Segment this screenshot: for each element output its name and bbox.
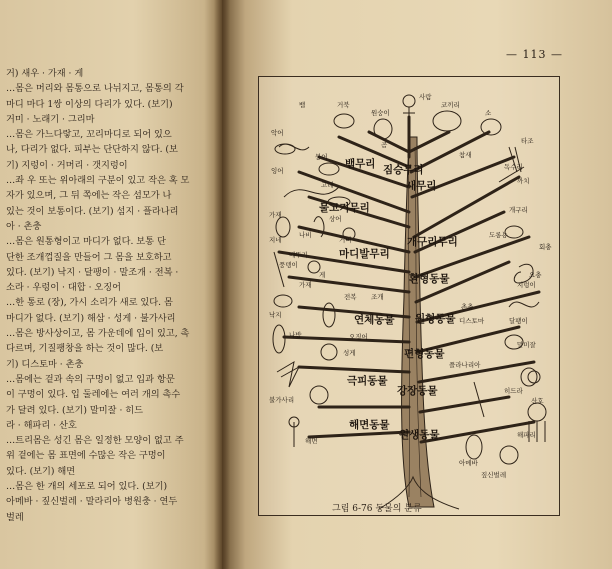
animal-octopus: 낙지 (269, 311, 282, 319)
animal-jellyfish: 해파리 (517, 431, 536, 439)
animal-monkey: 원숭이 (371, 109, 390, 117)
animal-crayfish-1: 가재 (269, 211, 282, 219)
animal-grasshopper: 메뚜기 (289, 251, 308, 259)
animal-human: 사람 (419, 93, 432, 101)
animal-moth: 나방 (289, 331, 302, 339)
text-line: 벌레 (6, 511, 24, 523)
label-amphibians: 개구리무리 (407, 236, 458, 248)
animal-amoeba: 아메바 (459, 459, 478, 467)
text-line: 다르며, 기질팽창을 하는 것이 많다. (보 (6, 343, 164, 355)
text-line: 이 구멍이 있다. 입 둘레에는 여러 개의 촉수 (6, 389, 181, 401)
text-line: 라 · 해파리 · 산호 (6, 419, 77, 431)
animal-sea-urchin: 성게 (343, 349, 356, 357)
animal-centipede: 지네 (269, 236, 282, 244)
label-cnidarians: 강장동물 (397, 385, 438, 397)
text-line: …몸은 머리와 몸통으로 나뉘지고, 몸통의 각 (6, 83, 184, 95)
label-birds: 새무리 (406, 180, 437, 192)
label-mammals: 짐승무리 (383, 164, 424, 176)
text-line: 마디가 없다. (보기) 해삼 · 성게 · 불가사리 (6, 312, 176, 324)
animal-pinworm: 요충 (529, 271, 542, 279)
animal-tapeworm: 촌충 (461, 303, 474, 311)
animal-carp: 잉어 (271, 167, 284, 175)
animal-snail: 달팽이 (509, 317, 528, 325)
classification-tree (259, 77, 559, 515)
label-flatworms: 편형동물 (404, 348, 445, 360)
text-line: …몸은 방사상이고, 몸 가운데에 입이 있고, 촉 (6, 328, 190, 340)
animal-ostrich: 타조 (521, 137, 534, 145)
left-page-text (6, 66, 206, 525)
animal-turtle: 거북 (337, 101, 350, 109)
label-sponges: 해면동물 (349, 419, 390, 431)
animal-butterfly: 나비 (299, 231, 312, 239)
label-protozoa: 원생동물 (399, 429, 440, 441)
text-line: 있다. (보기) 해면 (6, 465, 76, 477)
animal-roundworm: 회충 (539, 243, 552, 251)
animal-starfish: 불가사리 (269, 396, 295, 404)
animal-snake: 뱀 (299, 101, 306, 109)
text-line: 마디 마다 1쌍 이상의 다리가 있다. (보기) (6, 98, 173, 110)
text-line: 있다. (보기) 낙지 · 달팽이 · 말조개 · 전복 · (6, 266, 179, 278)
animal-elephant: 코끼리 (441, 101, 460, 109)
label-molluscs: 연체동물 (354, 314, 395, 326)
animal-coral: 산호 (531, 397, 544, 405)
figure-caption: 그림 6-76 동물의 분류 (332, 504, 422, 514)
animal-sea-anemone: 말미잘 (517, 341, 536, 349)
animal-paramecium: 짚신벌레 (481, 471, 507, 479)
text-line: 기) 디스토마 · 촌충 (6, 358, 84, 370)
text-line: 위 겉에는 몸 표면에 수많은 작은 구멍이 (6, 450, 166, 462)
animal-planaria: 플라나리아 (449, 361, 481, 369)
label-reptiles: 뱀무리 (345, 158, 376, 170)
left-page (0, 0, 222, 569)
text-line: 자가 있으며, 그 뒤 쪽에는 작은 섬모가 나 (6, 190, 172, 202)
text-line: …몸에는 겉과 속의 구멍이 없고 입과 항문 (6, 373, 175, 385)
label-fish: 물고기무리 (319, 202, 370, 214)
animal-classification-figure (258, 76, 560, 516)
text-line: …몸은 가느다랗고, 꼬리마디로 되어 있으 (6, 129, 172, 141)
label-nematodes: 원형동물 (415, 313, 456, 325)
animal-shark: 상어 (329, 215, 342, 223)
animal-fluke: 디스토마 (459, 317, 485, 325)
animal-magpie: 까치 (517, 177, 530, 185)
text-line: …몸은 원통형이고 마디가 없다. 보통 단 (6, 236, 166, 248)
text-line: …좌 우 또는 위아래의 구분이 있고 작은 혹 모 (6, 175, 190, 187)
animal-frog: 개구리 (509, 206, 528, 214)
animal-eagle: 독수리 (504, 163, 523, 171)
animal-crocodile: 악어 (271, 129, 284, 137)
label-arthropods: 마디발무리 (339, 248, 390, 260)
animal-whale: 고래 (321, 181, 334, 189)
text-line: 있는 것이 보통이다. (보기) 섬지 · 플라나리 (6, 205, 179, 217)
animal-cow: 소 (485, 109, 492, 117)
text-line: 아메바 · 짚신벌레 · 말라리아 병원충 · 연두 (6, 496, 178, 508)
animal-squid: 오징어 (349, 333, 368, 341)
text-line: …몸은 한 개의 세포로 되어 있다. (보기) (6, 481, 168, 493)
text-line: 단한 조개껍질을 만들어 그 몸을 보호하고 (6, 251, 172, 263)
animal-crucian-carp: 붕어 (315, 153, 328, 161)
text-line: 가 달려 있다. (보기) 말미잘 · 히드 (6, 404, 144, 416)
animal-crayfish-2: 가재 (299, 281, 312, 289)
animal-sponge: 해면 (305, 437, 318, 445)
animal-hydra: 히드라 (504, 387, 523, 395)
text-line: …트리몸은 성긴 몸은 일정한 모양이 없고 주 (6, 435, 184, 447)
label-annelids: 환형동물 (409, 273, 450, 285)
animal-abalone: 전복 (344, 293, 357, 301)
animal-crab: 게 (319, 271, 326, 279)
label-echinoderms: 극피동물 (347, 375, 388, 387)
animal-sparrow: 참새 (459, 151, 472, 159)
page-number: — 113 — (506, 48, 563, 61)
text-line: 거) 새우 · 가재 · 게 (6, 68, 84, 79)
animal-earthworm: 지렁이 (517, 281, 536, 289)
text-line: …한 통로 (장), 가시 소리가 새로 있다. 몸 (6, 297, 173, 309)
book-gutter (214, 0, 230, 569)
animal-clam: 조개 (371, 293, 384, 301)
text-line: 나, 다리가 없다. 피부는 단단하지 않다. (보 (6, 144, 178, 156)
text-line: 기) 지렁이 · 거머리 · 갯지렁이 (6, 159, 128, 171)
animal-beetle: 풍뎅이 (279, 261, 298, 269)
animal-bear: 곰 (381, 141, 388, 149)
text-line: 아 · 촌충 (6, 220, 42, 232)
text-line: 소라 · 우렁이 · 대합 · 오징어 (6, 282, 122, 294)
animal-spider: 거미 (339, 236, 352, 244)
animal-salamander: 도롱뇽 (489, 231, 508, 239)
text-line: 거미 · 노래기 · 그리마 (6, 113, 95, 125)
